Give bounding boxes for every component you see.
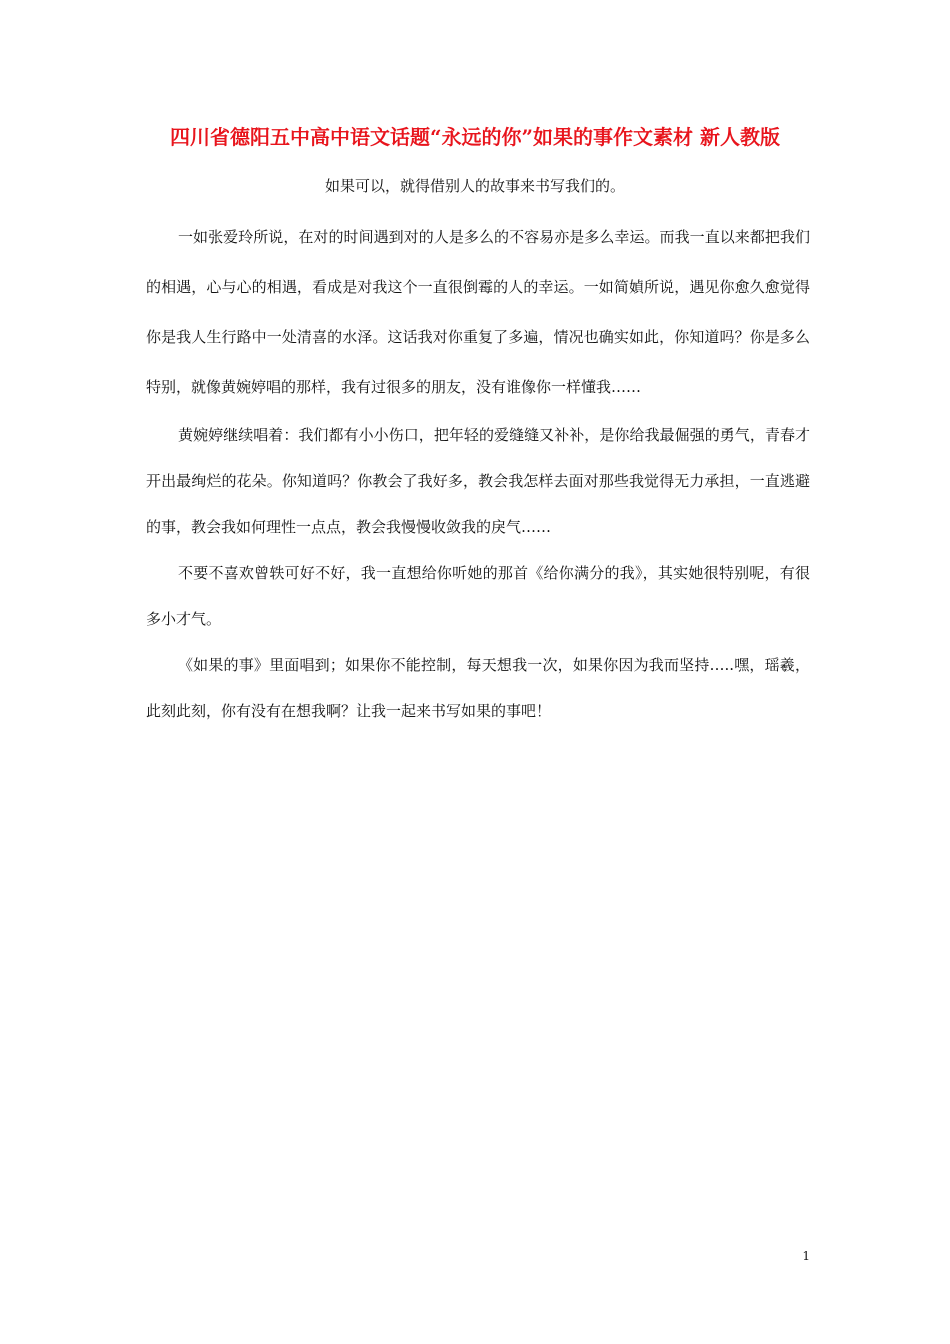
- paragraph-2: 黄婉婷继续唱着：我们都有小小伤口，把年轻的爱缝缝又补补，是你给我最倔强的勇气，青春才开出最绚烂的花朵。你知道吗？你教会了我好多，教会我怎样去面对那些我觉得无力承担，一直逃避的事，教会我如何理性一点点，教会我慢慢收敛我的戾气……: [146, 426, 810, 536]
- document-title: 四川省德阳五中高中语文话题“永远的你”如果的事作文素材 新人教版: [170, 125, 780, 149]
- document-body: [146, 212, 810, 734]
- paragraph-1: 一如张爱玲所说，在对的时间遇到对的人是多么的不容易亦是多么幸运。而我一直以来都把我们的相遇，心与心的相遇，看成是对我这个一直很倒霉的人的幸运。一如简媜所说，遇见你愈久愈觉得你是我人生行路中一处清喜的水泽。这话我对你重复了多遍，情况也确实如此，你知道吗？你是多么特别，就像黄婉婷唱的那样，我有过很多的朋友，没有谁像你一样懂我……: [146, 228, 810, 396]
- paragraph-3: 不要不喜欢曾轶可好不好，我一直想给你听她的那首《给你满分的我》，其实她很特别呢，有很多小才气。: [146, 564, 810, 628]
- document-subtitle: 如果可以，就得借别人的故事来书写我们的。: [324, 177, 625, 195]
- page-number: 1: [802, 1249, 810, 1263]
- paragraph-4: 《如果的事》里面唱到；如果你不能控制，每天想我一次，如果你因为我而坚持…..嘿，瑶羲，此刻此刻，你有没有在想我啊？让我一起来书写如果的事吧！: [146, 656, 810, 720]
